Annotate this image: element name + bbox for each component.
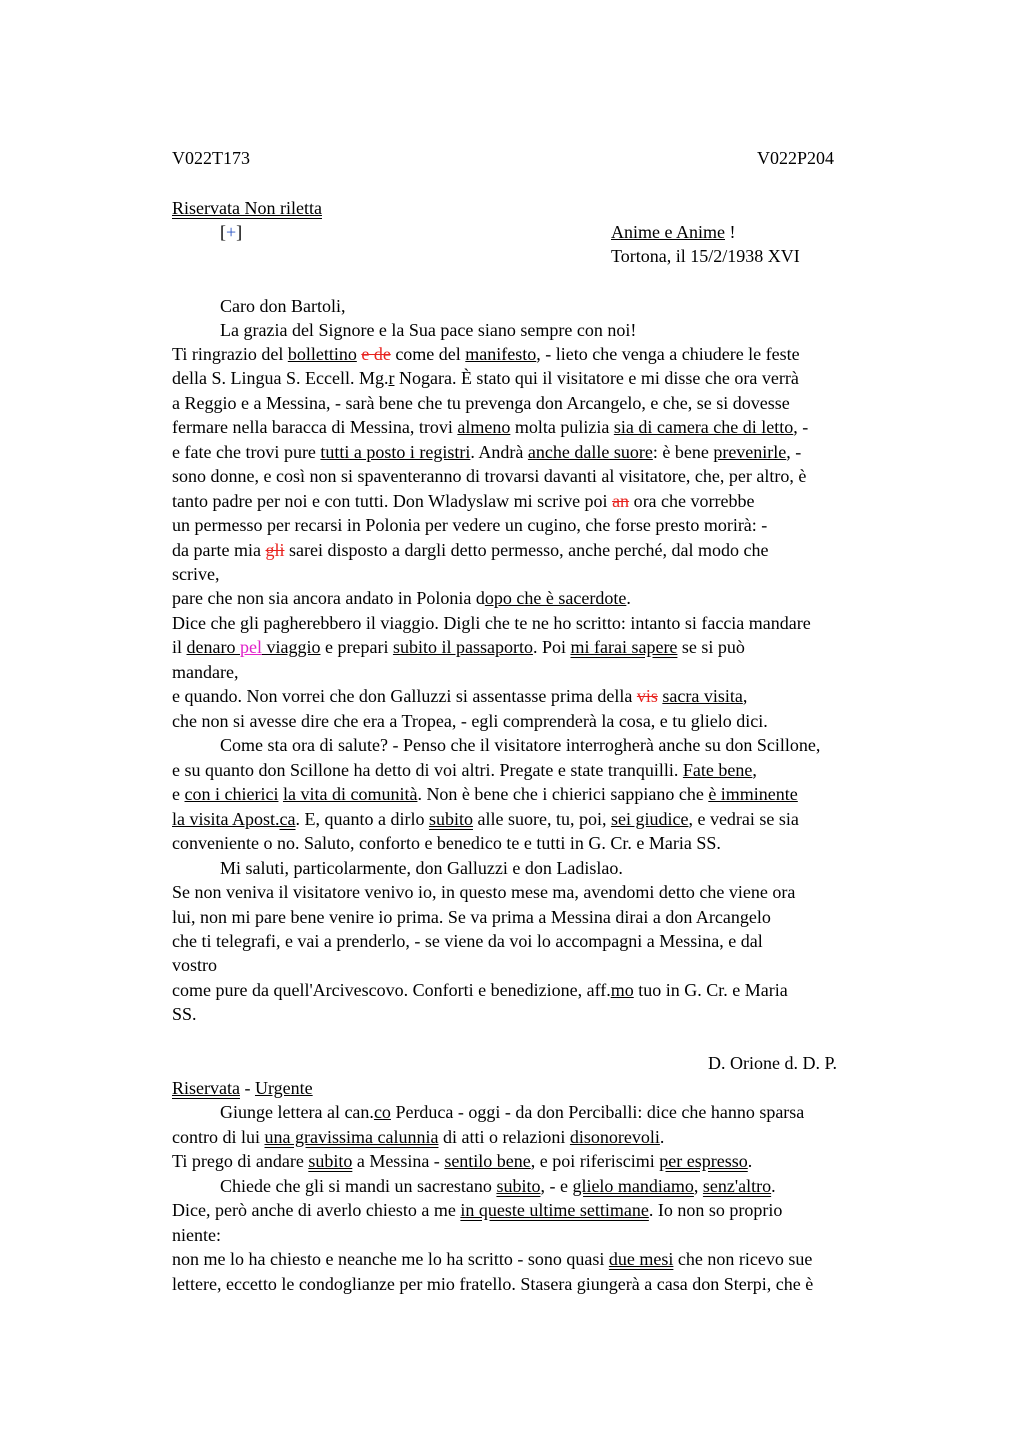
- reserved-note: Riservata Non riletta: [172, 198, 322, 218]
- text-line: e con i chierici la vita di comunità. Non è bene che i chierici sappiano che è imminente: [172, 784, 798, 804]
- text-line: della S. Lingua S. Eccell. Mg.r Nogara. È stato qui il visitatore e mi disse che ora verrà: [172, 368, 799, 388]
- text-line: vostro: [172, 955, 217, 975]
- text-line: fermare nella baracca di Messina, trovi almeno molta pulizia sia di camera che di letto, -: [172, 417, 809, 437]
- text-line: pare che non sia ancora andato in Polonia dopo che è sacerdote.: [172, 588, 631, 608]
- text-line: tanto padre per noi e con tutti. Don Wladyslaw mi scrive poi an ora che vorrebbe: [172, 491, 755, 511]
- plus-marker: [+]: [220, 222, 243, 242]
- text-line: conveniente o no. Saluto, conforto e benedico te e tutti in G. Cr. e Maria SS.: [172, 833, 721, 853]
- text-line: Ti prego di andare subito a Messina - sentilo bene, e poi riferiscimi per espresso.: [172, 1151, 753, 1171]
- text-line: SS.: [172, 1004, 197, 1024]
- postscript-heading: Riservata - Urgente: [172, 1078, 313, 1098]
- text-line: e fate che trovi pure tutti a posto i registri. Andrà anche dalle suore: è bene prevenirle, -: [172, 442, 802, 462]
- text-line: la visita Apost.ca. E, quanto a dirlo subito alle suore, tu, poi, sei giudice, e vedrai se sia: [172, 809, 799, 829]
- text-line: che ti telegrafi, e vai a prenderlo, - se viene da voi lo accompagni a Messina, e dal: [172, 931, 763, 951]
- text-line: Mi saluti, particolarmente, don Galluzzi e don Ladislao.: [220, 858, 623, 878]
- text-line: niente:: [172, 1225, 221, 1245]
- place-date: Tortona, il 15/2/1938 XVI: [611, 246, 800, 266]
- text-line: da parte mia gli sarei disposto a dargli detto permesso, anche perché, dal modo che: [172, 540, 769, 560]
- text-line: Giunge lettera al can.co Perduca - oggi - da don Perciballi: dice che hanno sparsa: [220, 1102, 805, 1122]
- text-line: Dice che gli pagherebbero il viaggio. Digli che te ne ho scritto: intanto si faccia mandare: [172, 613, 811, 633]
- doc-id: V022T173: [172, 148, 250, 168]
- text-line: un permesso per recarsi in Polonia per vedere un cugino, che forse presto morirà: -: [172, 515, 768, 535]
- text-line: scrive,: [172, 564, 220, 584]
- blessing: La grazia del Signore e la Sua pace siano sempre con noi!: [220, 320, 637, 340]
- text-line: Dice, però anche di averlo chiesto a me in queste ultime settimane. Io non so proprio: [172, 1200, 783, 1220]
- text-line: lui, non mi pare bene venire io prima. Se va prima a Messina dirai a don Arcangelo: [172, 907, 771, 927]
- letter-title: Anime e Anime !: [611, 222, 736, 242]
- text-line: Ti ringrazio del bollettino e de come del manifesto, - lieto che venga a chiudere le feste: [172, 344, 800, 364]
- text-line: Chiede che gli si mandi un sacrestano subito, - e glielo mandiamo, senz'altro.: [220, 1176, 776, 1196]
- text-line: e su quanto don Scillone ha detto di voi altri. Pregate e state tranquilli. Fate bene,: [172, 760, 757, 780]
- text-line: lettere, eccetto le condoglianze per mio fratello. Stasera giungerà a casa don Sterpi, che è: [172, 1274, 814, 1294]
- text-line: il denaro pel viaggio e prepari subito il passaporto. Poi mi farai sapere se si può: [172, 637, 745, 657]
- text-line: mandare,: [172, 662, 239, 682]
- text-line: non me lo ha chiesto e neanche me lo ha scritto - sono quasi due mesi che non ricevo sue: [172, 1249, 813, 1269]
- text-line: e quando. Non vorrei che don Galluzzi si assentasse prima della vis sacra visita,: [172, 686, 748, 706]
- greeting: Caro don Bartoli,: [220, 296, 346, 316]
- text-line: a Reggio e a Messina, - sarà bene che tu prevenga don Arcangelo, e che, se si dovesse: [172, 393, 790, 413]
- text-line: come pure da quell'Arcivescovo. Conforti e benedizione, aff.mo tuo in G. Cr. e Maria: [172, 980, 788, 1000]
- signature: D. Orione d. D. P.: [708, 1053, 837, 1073]
- text-line: sono donne, e così non si spaventeranno di trovarsi davanti al visitatore, che, per altro, è: [172, 466, 807, 486]
- text-line: Come sta ora di salute? - Penso che il visitatore interrogherà anche su don Scillone,: [220, 735, 821, 755]
- text-line: che non si avesse dire che era a Tropea, - egli comprenderà la cosa, e tu glielo dici.: [172, 711, 768, 731]
- page-id: V022P204: [757, 148, 835, 168]
- text-line: contro di lui una gravissima calunnia di atti o relazioni disonorevoli.: [172, 1127, 665, 1147]
- text-line: Se non veniva il visitatore venivo io, in questo mese ma, avendomi detto che viene ora: [172, 882, 796, 902]
